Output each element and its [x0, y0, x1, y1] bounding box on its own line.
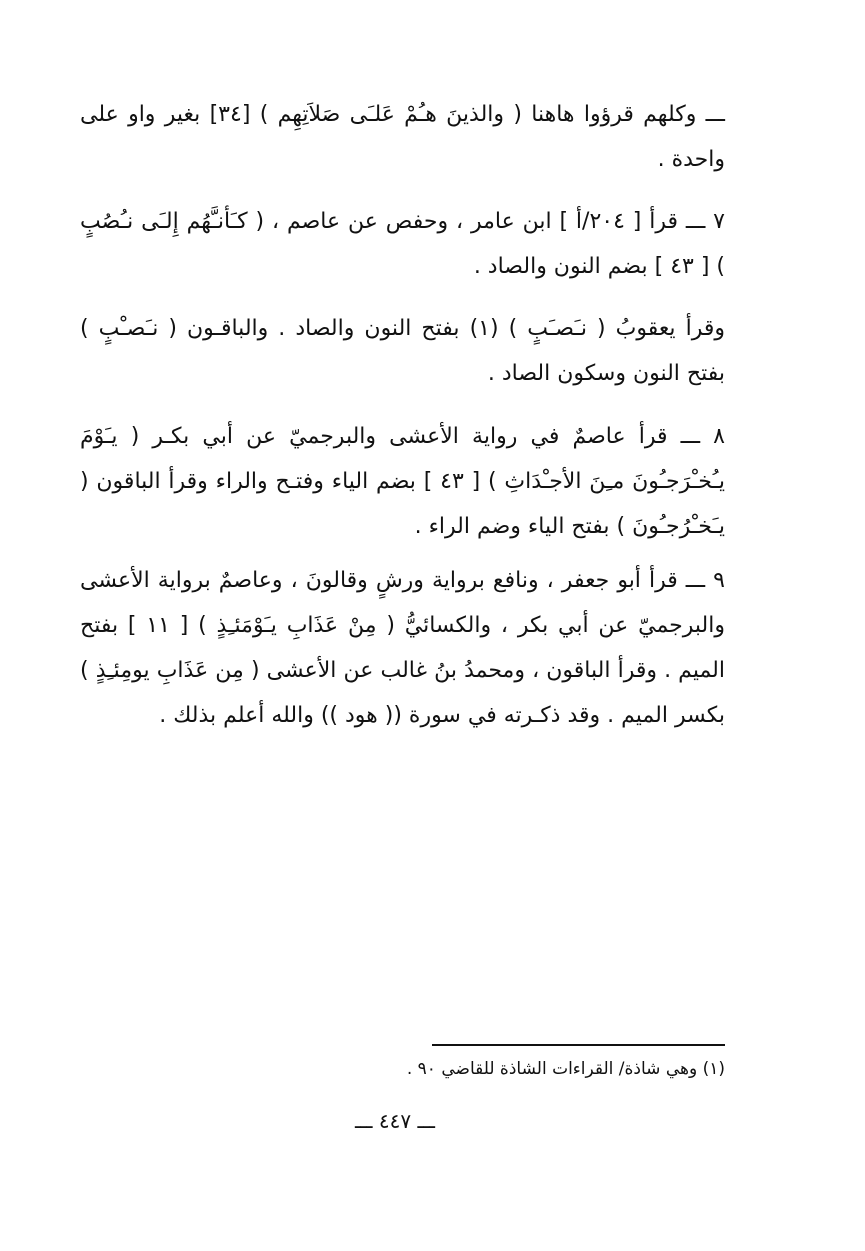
paragraph-4: ٨ ـــ قرأ عاصمٌ في رواية الأعشى والبرجميّ عن أبي بكـر ( يـَوْمَ يـُخـْرَجـُونَ مـِنَ الأجـْدَاثِ ) [ ٤٣ ] بضم الياء وفتـح والراء وقرأ الباقون ( يـَخـْرُجـُونَ ) بفتح الياء وضم الراء . — [80, 424, 725, 539]
footnote: (١) وهي شاذة/ القراءات الشاذة للقاضي ٩٠ . — [406, 1059, 725, 1079]
paragraph-3: وقرأ يعقوبُ ( نـَصـَبٍ ) (١) بفتح النون والصاد . والباقـون ( نـَصـْبٍ ) بفتح النون وسكون الصاد . — [80, 316, 725, 386]
paragraph-5: ٩ ـــ قرأ أبو جعفر ، ونافع برواية ورشٍ وقالونَ ، وعاصمٌ برواية الأعشى والبرجميّ عن أبي بكر ، والكسائيُّ ( مِنْ عَذَابِ يـَوْمَئـِذٍ ) [ ١١ ] بفتح الميم . وقرأ الباقون ، ومحمدُ بنُ غالب عن الأعشى ( مِن عَذَابِ يومِئـِذٍ ) بكسر الميم . وقد ذكـرته في سورة (( هود )) والله أعلم بذلك . — [80, 568, 725, 728]
page-number: ـــ ٤٤٧ ـــ — [354, 1109, 436, 1133]
footnote-divider — [432, 1044, 725, 1046]
paragraph-1: ـــ وكلهم قرؤوا هاهنا ( والذينَ هـُمْ عَلـَى صَلاَتِهِم ) [٣٤] بغير واو على واحدة . — [80, 102, 725, 172]
paragraph-2: ٧ ـــ قرأ [ ٢٠٤/أ ] ابن عامر ، وحفص عن عاصم ، ( كـَأنـَّهُم إِلـَى نـُصُبٍ ) [ ٤٣ ] بضم النون والصاد . — [80, 209, 725, 279]
